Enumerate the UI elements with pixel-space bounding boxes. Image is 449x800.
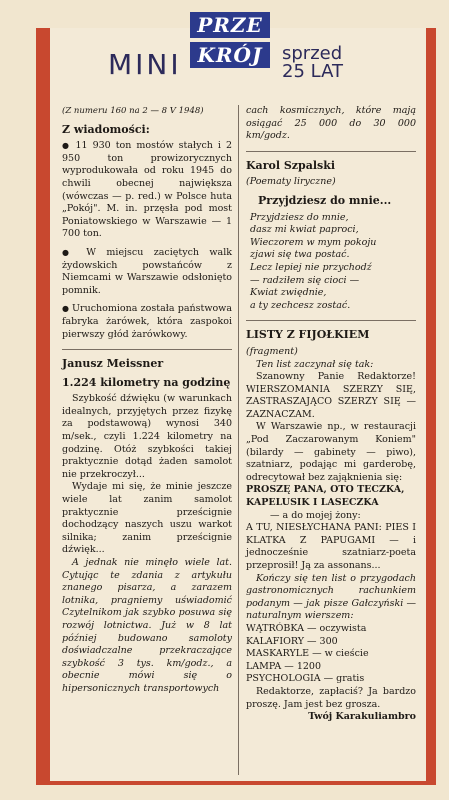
article-paragraph: Wydaje mi się, że minie jeszcze wiele lat zanim samolot praktycznie prześcignie dochodzący naszych uszu warkot silnika; zanim prześcignie dźwięk...	[62, 481, 232, 556]
news-item: ● 11 930 ton mostów stałych i 2 950 ton prowizorycznych wyprodukowała od roku 1945 do chwili obecnej największa (wówczas — p. red.) w Polsce huta „Pokój". M. in. przęsła pod most Poniatowskiego w Warszawie — 1 700 ton.	[62, 140, 232, 241]
bill-line: KALAFIORY — 300	[246, 635, 338, 647]
letter-text: — a do mojej żony:	[270, 509, 361, 521]
poem-line: zjawi się twa postać.	[250, 249, 350, 261]
poem	[250, 212, 416, 313]
column-divider	[238, 105, 239, 775]
poem-line: Wieczorem w mym pokoju	[250, 236, 377, 248]
letters-title: LISTY Z FIJOŁKIEM	[246, 328, 370, 342]
article-title: 1.224 kilometry na godzinę	[62, 375, 231, 389]
right-column	[246, 105, 416, 724]
przekroj-logo	[190, 12, 270, 70]
section-separator	[62, 349, 232, 350]
poem-line: a ty zechcesz zostać.	[250, 299, 351, 311]
section-separator	[246, 320, 416, 321]
article-author: Janusz Meissner	[62, 357, 164, 371]
letter-text: Redaktorze, zapłaciś? Ja bardzo proszę. Jam jest bez grosza.	[246, 685, 416, 710]
news-item: ● W miejscu zaciętych walk żydowskich powstańców z Niemcami w Warszawie odsłonięto pomnik.	[62, 247, 232, 297]
issue-note: (Z numeru 160 na 2 — 8 V 1948)	[62, 106, 204, 116]
bill-list	[246, 623, 416, 686]
poem-line: dasz mi kwiat paproci,	[250, 224, 359, 236]
poem-title: Przyjdziesz do mnie...	[258, 193, 392, 207]
poet-subtitle: (Poematy liryczne)	[246, 176, 336, 188]
logo-bottom: KRÓJ	[190, 42, 270, 68]
signature: Twój Karakuliambro	[308, 711, 416, 723]
letter-text: Szanowny Panie Redaktorze! WIERSZOMANIA SZERZY SIĘ, ZASTRASZAJĄCO SZERZY SIĘ — ZAZNACZAM.	[246, 371, 416, 420]
sprzed-25-lat	[282, 45, 343, 81]
article-paragraph: A jednak nie minęło wiele lat. Cytując te zdania z artykułu znanego pisarza, a zarazem lotnika, pragniemy uświadomić Czytelnikom jak szybko posuwa się rozwój lotnictwa. Już w 8 lat później budowano samoloty doświadczalne przekraczające szybkość 3 tys. km/godz., a obecnie mówi się o hipersonicznych transportowych	[62, 557, 232, 694]
bill-line: WĄTRÓBKA — oczywista	[246, 622, 367, 634]
poet-name: Karol Szpalski	[246, 158, 336, 172]
bill-line: LAMPA — 1200	[246, 660, 321, 672]
poem-line: Przyjdziesz do mnie,	[250, 211, 349, 223]
mini-title: MINI	[108, 48, 182, 81]
lat-label: 25 LAT	[282, 61, 343, 82]
bill-line: PSYCHOLOGIA — gratis	[246, 673, 365, 685]
news-title: Z wiadomości:	[62, 122, 150, 136]
article-continuation: cach kosmicznych, które mają osiągać 25 000 do 30 000 km/godz.	[246, 105, 416, 142]
letter-text: PROSZĘ PANA, OTO TECZKA, KAPELUSIK I LASECZKA	[246, 484, 405, 509]
logo-top: PRZE	[190, 12, 270, 38]
letter-text: Kończy się ten list o przygodach gastronomicznych rachunkiem podanym — jak pisze Gałczyński — naturalnym wierszem:	[246, 572, 416, 622]
left-column	[62, 105, 232, 696]
news-item: ● Uruchomiona została państwowa fabryka żarówek, która zaspokoi pierwszy głód żarówkowy.	[62, 303, 232, 341]
poem-line: Lecz lepiej nie przychodź	[250, 261, 372, 273]
section-separator	[246, 151, 416, 152]
poem-line: — radziłem się cioci —	[250, 274, 360, 286]
letters-subtitle: (fragment)	[246, 345, 298, 357]
poem-line: Kwiat zwiędnie,	[250, 287, 327, 299]
sprzed-label: sprzed	[282, 43, 343, 64]
letter-text: A TU, NIESŁYCHANA PANI: PIES I KLATKA Z PAPUGAMI — i jednocześnie szatniarz-poeta przeprosił! Ją za assonans...	[246, 522, 416, 571]
letter-text: Ten list zaczynał się tak:	[256, 358, 374, 370]
article-paragraph: Szybkość dźwięku (w warunkach idealnych, przyjętych przez fizykę za podstawową) wynosi 340 m/sek., czyli 1.224 kilometry na godzinę. Otóż szybkości takiej praktycznie dotąd żaden samolot nie przekroczył...	[62, 393, 232, 480]
letter-text: W Warszawie np., w restauracji „Pod Zaczarowanym Koniem" (bilardy — gabinety — piwo), szatniarz, podając mi garderobę, odrecytował bez zająknienia się:	[246, 421, 416, 483]
bill-line: MASKARYLE — w cieście	[246, 648, 369, 660]
